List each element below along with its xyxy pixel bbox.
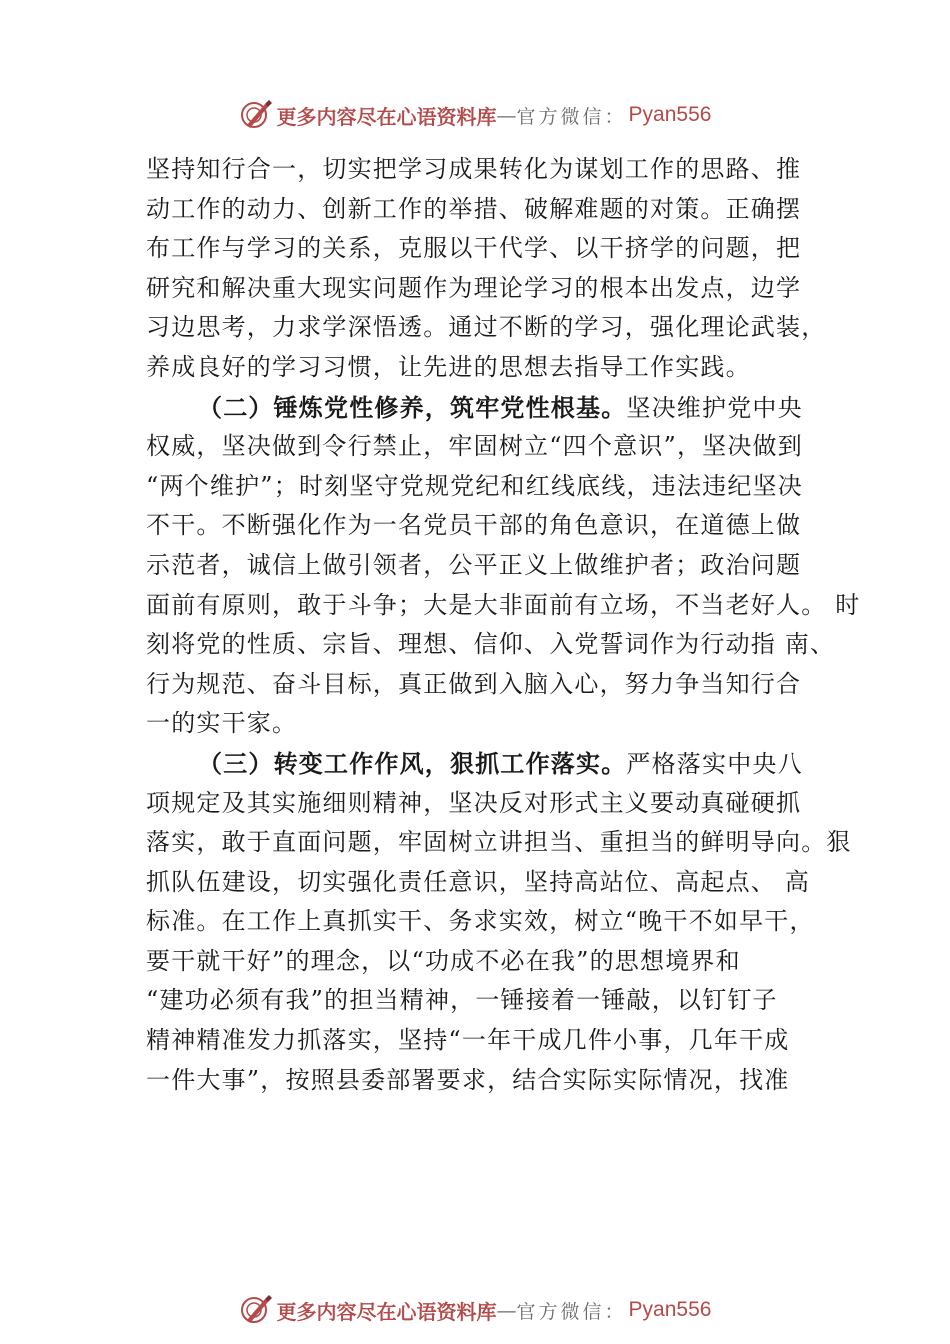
banner-wechat-id: Pyan556 (628, 103, 712, 126)
text-line: “两个维护”；时刻坚守党规党纪和红线底线，违法违纪坚决 (146, 471, 803, 500)
banner-official-label: 官方微信： (516, 105, 627, 128)
text-line: 研究和解决重大现实问题作为理论学习的根本出发点，边学 (146, 273, 802, 302)
text-line: 行为规范、奋斗目标，真正做到入脑入心，努力争当知行合 (146, 669, 802, 698)
banner-official-label: 官方微信： (516, 1300, 627, 1323)
text-line: 要干就干好”的理念，以“功成不必在我”的思想境界和 (146, 946, 741, 975)
pen-logo-icon (239, 98, 273, 132)
text-line: 示范者，诚信上做引领者，公平正义上做维护者；政治问题 (146, 550, 802, 579)
banner-dash: — (496, 103, 517, 127)
text-line: 抓队伍建设，切实强化责任意识，坚持高站位、高起点、 高 (146, 867, 811, 896)
text-line: 刻将党的性质、宗旨、理想、信仰、入党誓词作为行动指 南、 (146, 630, 836, 659)
document-body (146, 150, 861, 1100)
footer-watermark-banner (0, 1290, 950, 1330)
text-line: 一件大事”，按照县委部署要求，结合实际实际情况，找准 (146, 1065, 790, 1094)
text-line: 一的实干家。 (146, 709, 298, 738)
text-line: 落实，敢于直面问题，牢固树立讲担当、重担当的鲜明导向。狠 (146, 828, 852, 857)
text-line: 坚持知行合一，切实把学习成果转化为谋划工作的思路、推 (146, 155, 802, 183)
text-line: 动工作的动力、创新工作的举措、破解难题的对策。正确摆 (146, 194, 802, 223)
text-line: “建功必须有我”的担当精神，一锤接着一锤敲，以钉钉子 (146, 986, 778, 1015)
section-heading-line: （二）锤炼党性修养，筑牢党性根基。坚决维护党中央 (198, 392, 803, 422)
text-line: 项规定及其实施细则精神，坚决反对形式主义要动真碰硬抓 (146, 788, 802, 817)
section-heading: （三）转变工作作风，狠抓工作落实。 (198, 748, 627, 778)
banner-dash: — (496, 1298, 517, 1322)
section-heading-line: （三）转变工作作风，狠抓工作落实。严格落实中央八 (198, 748, 803, 778)
header-watermark-banner (0, 95, 950, 135)
text-line: 养成良好的学习习惯，让先进的思想去指导工作实践。 (146, 352, 751, 381)
banner-wechat-id: Pyan556 (628, 1298, 712, 1321)
text-line: 布工作与学习的关系，克服以干代学、以干挤学的问题，把 (146, 234, 802, 263)
text-line: 标准。在工作上真抓实干、务求实效，树立“晚干不如早干， (146, 907, 815, 936)
text-line: 权威，坚决做到令行禁止，牢固树立“四个意识”，坚决做到 (146, 432, 803, 461)
pen-logo-icon (239, 1293, 273, 1327)
banner-brand-text: 更多内容尽在心语资料库 (276, 1299, 497, 1324)
text-line: 习边思考，力求学深悟透。通过不断的学习，强化理论武装， (146, 313, 827, 342)
section-heading: （二）锤炼党性修养，筑牢党性根基。 (198, 392, 627, 422)
banner-brand-text: 更多内容尽在心语资料库 (276, 104, 497, 129)
text-line: 不干。不断强化作为一名党员干部的角色意识，在道德上做 (146, 511, 802, 540)
text-line: 面前有原则，敢于斗争；大是大非面前有立场，不当老好人。 时 (146, 590, 861, 619)
text-line: 精神精准发力抓落实，坚持“一年干成几件小事，几年干成 (146, 1026, 790, 1055)
